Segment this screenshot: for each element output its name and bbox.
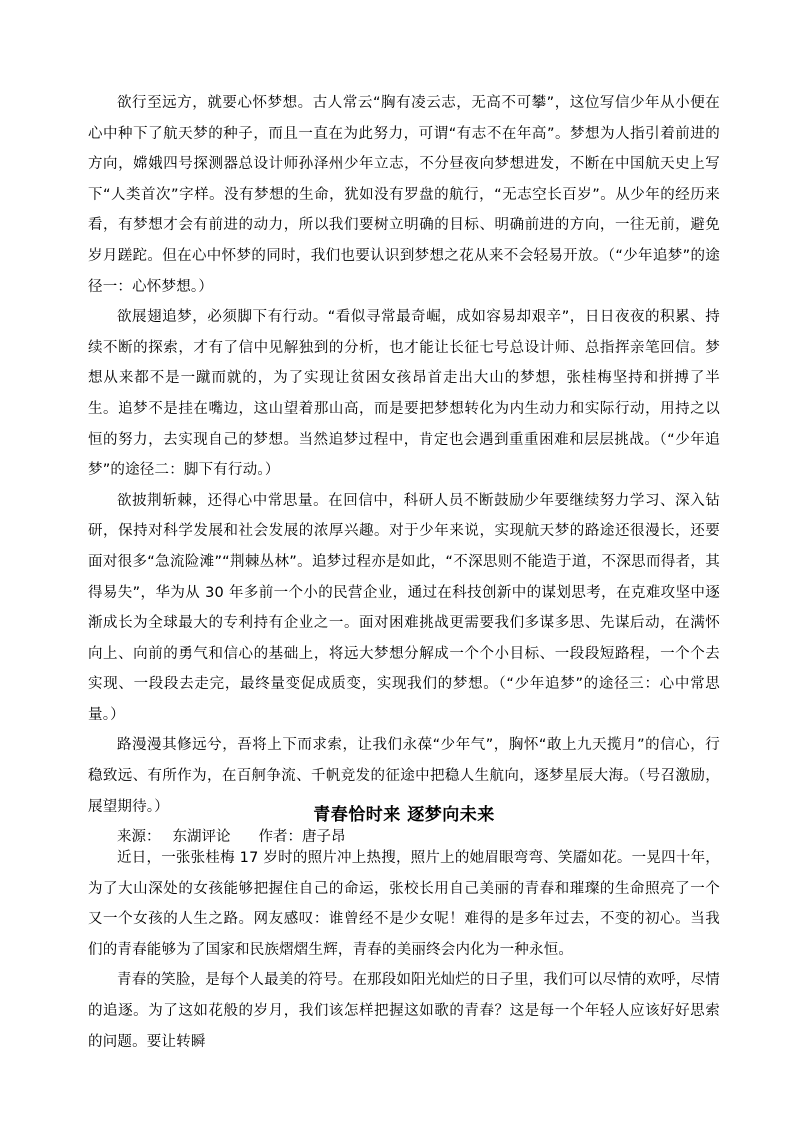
source-value: 东湖评论 [172, 829, 231, 846]
article-2-body [88, 843, 720, 1057]
source-label: 来源： [117, 829, 161, 846]
article-1-paragraph-2: 欲展翅追梦，必须脚下有行动。“看似寻常最奇崛，成如容易却艰辛”，日日夜夜的积累、持续不断的探索，才有了信中见解独到的分析，也才能让长征七号总设计师、总指挥亲笔回信。梦想从来都不是一蹴而就的，为了实现让贫困女孩昂首走出大山的梦想，张桂梅坚持和拼搏了半生。追梦不是挂在嘴边，这山望着那山高，而是要把梦想转化为内生动力和实际行动，用持之以恒的努力，去实现自己的梦想。当然追梦过程中，肯定也会遇到重重困难和层层挑战。（“少年追梦”的途径二：脚下有行动。） [88, 309, 720, 479]
article-1-paragraph-3: 欲披荆斩棘，还得心中常思量。在回信中，科研人员不断鼓励少年要继续努力学习、深入钻研，保持对科学发展和社会发展的浓厚兴趣。对于少年来说，实现航天梦的路途还很漫长，还要面对很多“急流险滩”“荆棘丛林”。追梦过程亦是如此，“不深思则不能造于道，不深思而得者，其得易失”，华为从 30 年多前一个小的民营企业，通过在科技创新中的谋划思考，在克难攻坚中逐渐成长为全球最大的专利持有企业之一。面对困难挑战更需要我们多谋多思、先谋后动，在满怀向上、向前的勇气和信心的基础上，将远大梦想分解成一个个小目标、一段段短路程，一个个去实现、一段段去走完，最终量变促成质变，实现我们的梦想。（“少年追梦”的途径三：心中常思量。） [88, 492, 720, 723]
article-1-body [88, 88, 720, 853]
author-value: 唐子昂 [302, 829, 346, 846]
article-2-paragraph-2: 青春的笑脸，是每个人最美的符号。在那段如阳光灿烂的日子里，我们可以尽情的欢呼，尽情的追逐。为了这如花般的岁月，我们该怎样把握这如歌的青春？这是每一个年轻人应该好好思索的问题。要让转瞬 [88, 972, 720, 1050]
article-2-paragraph-1: 近日，一张张桂梅 17 岁时的照片冲上热搜，照片上的她眉眼弯弯、笑靥如花。一晃四十年，为了大山深处的女孩能够把握住自己的命运，张校长用自己美丽的青春和璀璨的生命照亮了一个又一个女孩的人生之路。网友感叹：谁曾经不是少女呢！难得的是多年过去，不变的初心。当我们的青春能够为了国家和民族熠熠生辉，青春的美丽终会内化为一种永恒。 [88, 850, 720, 958]
article-1-paragraph-4: 路漫漫其修远兮，吾将上下而求索，让我们永葆“少年气”，胸怀“敢上九天揽月”的信心，行稳致远、有所作为，在百舸争流、千帆竞发的征途中把稳人生航向，逐梦星辰大海。（号召激励，展望期待。） [88, 737, 720, 815]
article-1-paragraph-1: 欲行至远方，就要心怀梦想。古人常云“胸有凌云志，无高不可攀”，这位写信少年从小便在心中种下了航天梦的种子，而且一直在为此努力，可谓“有志不在年高”。梦想为人指引着前进的方向，嫦娥四号探测器总设计师孙泽州少年立志，不分昼夜向梦想进发，不断在中国航天史上写下“人类首次”字样。没有梦想的生命，犹如没有罗盘的航行，“无志空长百岁”。从少年的经历来看，有梦想才会有前进的动力，所以我们要树立明确的目标、明确前进的方向，一往无前，避免岁月蹉跎。但在心中怀梦的同时，我们也要认识到梦想之花从来不会轻易开放。（“少年追梦”的途径一：心怀梦想。） [88, 95, 720, 295]
author-label: 作者： [258, 829, 302, 846]
article-2-title: 青春恰时来 逐梦向未来 [313, 805, 495, 825]
